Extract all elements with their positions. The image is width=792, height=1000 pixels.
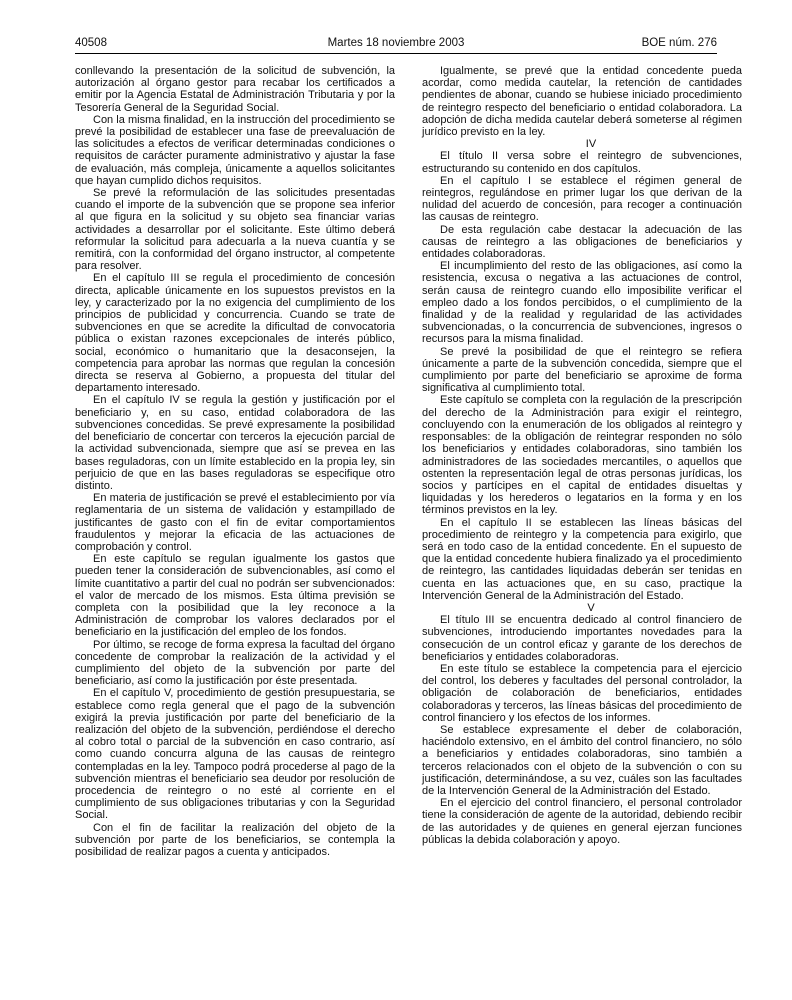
paragraph: Por último, se recoge de forma expresa la facultad del órgano concedente de comprobar la realización de la actividad y el cumplimiento del objeto de la subvención por parte del beneficiario, así como la justificación por éste presentada. [75, 638, 395, 688]
page-number: 40508 [75, 37, 107, 49]
paragraph: conllevando la presentación de la solicitud de subvención, la autorización al órgano gestor para recabar los certificados a emitir por la Agencia Estatal de Administración Tributaria y por la Tesorería General de la Seguridad Social. [75, 65, 395, 114]
right-column [422, 65, 742, 846]
section-heading-iv: IV [585, 138, 597, 151]
paragraph: En este título se establece la competencia para el ejercicio del control, los deberes y facultades del personal controlador, la obligación de colaboración de beneficiarios, entidades colaboradoras y terceros, las líneas básicas del procedimiento de control financiero y los efectos de los informes. [422, 662, 742, 724]
paragraph: Se establece expresamente el deber de colaboración, haciéndolo extensivo, en el ámbito del control financiero, no sólo a beneficiarios y entidades colaboradoras, sino también a terceros relacionados con el objeto de la subvención o con su justificación, determinándose, a su vez, cuáles son las facultades de la Intervención General de la Administración del Estado. [422, 723, 742, 797]
paragraph: En el capítulo I se establece el régimen general de reintegros, regulándose en primer lugar los que derivan de la nulidad del acuerdo de concesión, para recoger a continuación las causas de reintegro. [422, 174, 742, 224]
section-heading-v: V [587, 601, 595, 614]
paragraph: En el ejercicio del control financiero, el personal controlador tiene la consideración de agente de la autoridad, debiendo recibir de las autoridades y de quienes en general ejerzan funciones públicas la debida colaboración y apoyo. [422, 797, 742, 846]
paragraph: El título III se encuentra dedicado al control financiero de subvenciones, introduciendo importantes novedades para la consecución de un control eficaz y garante de los derechos de beneficiarios y entidades colaboradoras. [422, 614, 742, 663]
journal-issue: BOE núm. 276 [641, 37, 717, 49]
paragraph: El título II versa sobre el reintegro de subvenciones, estructurando su contenido en dos capítulos. [422, 150, 742, 175]
header-date: Martes 18 noviembre 2003 [327, 37, 465, 49]
paragraph: En el capítulo V, procedimiento de gestión presupuestaria, se establece como regla general que el pago de la subvención exigirá la previa justificación por parte del beneficiario de la realización del objeto de la subvención, perdiéndose el derecho al cobro total o parcial de la subvención en caso contrario, así como cuando concurra alguna de las causas de reintegro contempladas en la ley. Tampoco podrá procederse al pago de la subvención mientras el beneficiario sea deudor por resolución de procedencia de reintegro o no esté al corriente en el cumplimiento de sus obligaciones tributarias y con la Seguridad Social. [75, 687, 395, 822]
paragraph: Con la misma finalidad, en la instrucción del procedimiento se prevé la posibilidad de establecer una fase de preevaluación de las solicitudes a efectos de verificar determinadas condiciones o requisitos de carácter puramente administrativo y ajustar la fase de evaluación, más compleja, únicamente a aquellos solicitantes que hayan cumplido dichos requisitos. [75, 113, 395, 187]
paragraph: Se prevé la reformulación de las solicitudes presentadas cuando el importe de la subvención que se propone sea inferior al que figura en la solicitud y su objeto sea financiar varias actividades a desarrollar por el solicitante. Este último deberá reformular la solicitud para adecuarla a la nueva cuantía y se remitirá, con la conformidad del órgano instructor, al competente para resolver. [75, 187, 395, 273]
paragraph: Con el fin de facilitar la realización del objeto de la subvención por parte de los beneficiarios, se contempla la posibilidad de realizar pagos a cuenta y anticipados. [75, 821, 395, 858]
paragraph: Se prevé la posibilidad de que el reintegro se refiera únicamente a parte de la subvención concedida, siempre que el cumplimiento por parte del beneficiario se aproxime de forma significativa al cumplimiento total. [422, 345, 742, 395]
header-rule [75, 53, 717, 54]
paragraph: En el capítulo II se establecen las líneas básicas del procedimiento de reintegro y la competencia para exigirlo, que será en todo caso de la entidad concedente. En el supuesto de que la entidad concedente hubiera finalizado ya el procedimiento de reintegro, las cantidades liquidadas deberán ser tenidas en cuenta en las actuaciones que, en su caso, practique la Intervención General de la Administración del Estado. [422, 516, 742, 602]
page-header [75, 37, 717, 51]
paragraph: Igualmente, se prevé que la entidad concedente pueda acordar, como medida cautelar, la retención de cantidades pendientes de abonar, cuando se hubiese iniciado procedimiento de reintegro respecto del beneficiario o entidad colaboradora. La adopción de dicha medida cautelar deberá someterse al régimen jurídico previsto en la ley. [422, 65, 742, 139]
paragraph: De esta regulación cabe destacar la adecuación de las causas de reintegro a las obligaciones de beneficiarios y entidades colaboradoras. [422, 223, 742, 261]
paragraph: Este capítulo se completa con la regulación de la prescripción del derecho de la Administración para exigir el reintegro, concluyendo con la enumeración de los obligados al reintegro y responsables: de la obligación de reintegrar responden no sólo los beneficiarios y entidades colaboradoras, sino también los administradores de las sociedades mercantiles, o aquellos que ostenten la representación legal de otras personas jurídicas, los socios y partícipes en el capital de entidades disueltas y liquidadas y los herederos o legatarios en la forma y en los términos previstos en la ley. [422, 394, 742, 517]
paragraph: En este capítulo se regulan igualmente los gastos que pueden tener la consideración de subvencionables, así como el límite cuantitativo a partir del cual no podrán ser subvencionados: el valor de mercado de los mismos. Esta última previsión se completa con la posibilidad que la ley reconoce a la Administración de comprobar los valores declarados por el beneficiario en la justificación del empleo de los fondos. [75, 553, 395, 639]
paragraph: En el capítulo IV se regula la gestión y justificación por el beneficiario y, en su caso, entidad colaboradora de las subvenciones concedidas. Se prevé expresamente la posibilidad del beneficiario de concertar con terceros la ejecución parcial de la actividad subvencionada, siempre que así se prevea en las bases reguladoras, con un límite establecido en la propia ley, sin perjuicio de que en las bases reguladoras se especifique otro distinto. [75, 394, 395, 492]
paragraph: En el capítulo III se regula el procedimiento de concesión directa, aplicable únicamente en los supuestos previstos en la ley, y caracterizado por la no exigencia del cumplimiento de los principios de publicidad y concurrencia. Cuando se trate de subvenciones en que se acredite la dificultad de convocatoria pública o existan razones excepcionales de interés público, social, económico o humanitario que la desaconsejen, la competencia para aprobar las normas que regulan la concesión directa se reserva al Gobierno, a propuesta del titular del departamento interesado. [75, 272, 395, 395]
paragraph: En materia de justificación se prevé el establecimiento por vía reglamentaria de un sistema de validación y estampillado de justificantes de gasto con el fin de evitar comportamientos fraudulentos y mejorar la eficacia de las actuaciones de comprobación y control. [75, 492, 395, 553]
left-column [75, 65, 395, 858]
paragraph: El incumplimiento del resto de las obligaciones, así como la resistencia, excusa o negativa a las actuaciones de control, serán causa de reintegro cuando ello imposibilite verificar el empleo dado a los fondos percibidos, o el cumplimiento de la finalidad y de la realidad y regularidad de las actividades subvencionadas, o la concurrencia de subvenciones, ingresos o recursos para la misma finalidad. [422, 260, 742, 346]
